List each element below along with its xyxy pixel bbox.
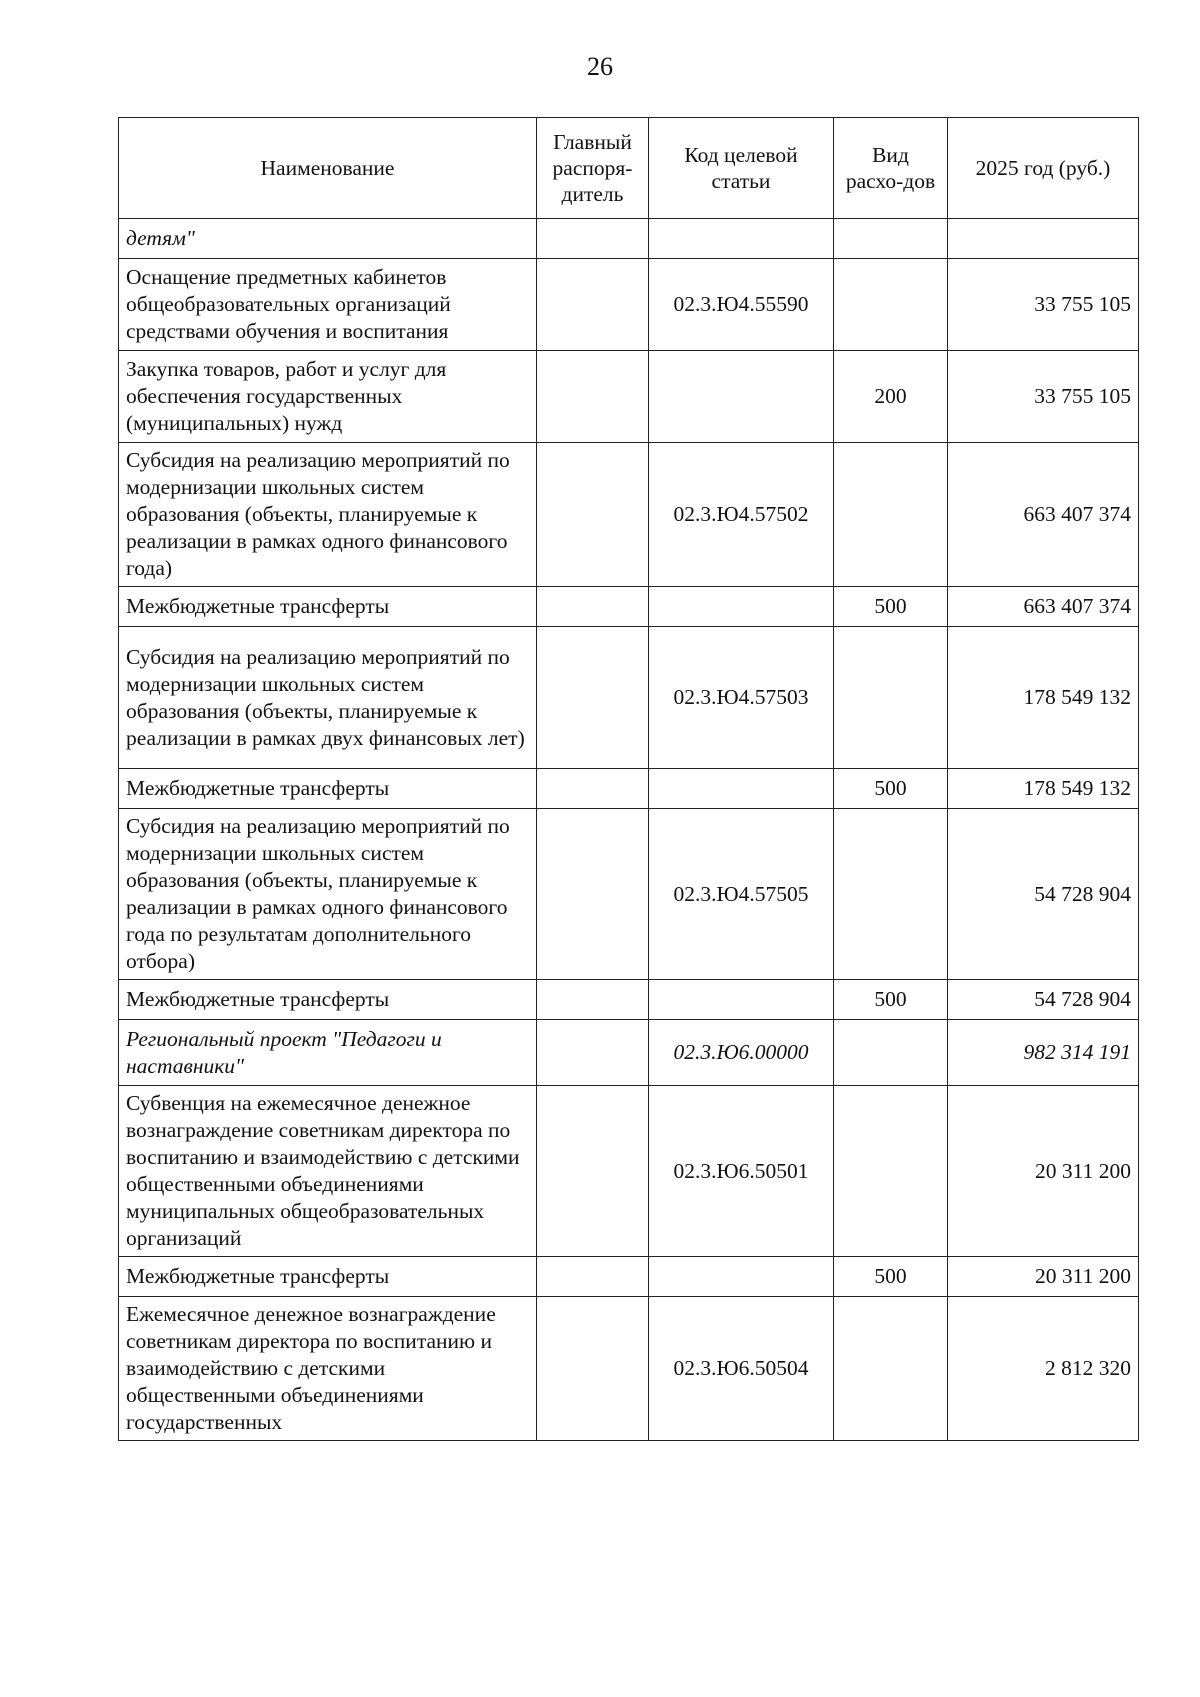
cell-main-manager: [537, 769, 649, 809]
table-header-row: [119, 118, 1139, 219]
header-target-code: Код целевой статьи: [649, 118, 834, 219]
table-row: [119, 1257, 1139, 1297]
cell-main-manager: [537, 1020, 649, 1086]
cell-expense-type: 500: [834, 769, 948, 809]
cell-target-code: [649, 769, 834, 809]
cell-amount: 54 728 904: [948, 809, 1139, 980]
cell-amount: 54 728 904: [948, 980, 1139, 1020]
table-row: [119, 1020, 1139, 1086]
header-main-manager: Главный распоря-дитель: [537, 118, 649, 219]
cell-expense-type: [834, 219, 948, 259]
cell-target-code: 02.3.Ю4.57502: [649, 443, 834, 587]
cell-amount: 33 755 105: [948, 351, 1139, 443]
header-amount: 2025 год (руб.): [948, 118, 1139, 219]
cell-target-code: 02.3.Ю4.55590: [649, 259, 834, 351]
cell-target-code: 02.3.Ю4.57505: [649, 809, 834, 980]
cell-main-manager: [537, 1086, 649, 1257]
table-row: [119, 1297, 1139, 1441]
cell-expense-type: [834, 1020, 948, 1086]
cell-main-manager: [537, 809, 649, 980]
cell-expense-type: [834, 809, 948, 980]
table-row: [119, 769, 1139, 809]
cell-main-manager: [537, 443, 649, 587]
cell-expense-type: 500: [834, 1257, 948, 1297]
cell-name: Субсидия на реализацию мероприятий по модернизации школьных систем образования (объекты, планируемые к реализации в рамках двух финансовых лет): [119, 627, 537, 769]
cell-amount: 663 407 374: [948, 443, 1139, 587]
cell-name: Межбюджетные трансферты: [119, 1257, 537, 1297]
cell-name: Закупка товаров, работ и услуг для обеспечения государственных (муниципальных) нужд: [119, 351, 537, 443]
cell-main-manager: [537, 587, 649, 627]
header-name: Наименование: [119, 118, 537, 219]
cell-target-code: 02.3.Ю6.50504: [649, 1297, 834, 1441]
cell-target-code: [649, 980, 834, 1020]
table-row: [119, 980, 1139, 1020]
cell-expense-type: 200: [834, 351, 948, 443]
cell-main-manager: [537, 1257, 649, 1297]
cell-main-manager: [537, 219, 649, 259]
cell-target-code: 02.3.Ю4.57503: [649, 627, 834, 769]
table-row: [119, 627, 1139, 769]
cell-main-manager: [537, 1297, 649, 1441]
cell-amount: 20 311 200: [948, 1086, 1139, 1257]
cell-amount: [948, 219, 1139, 259]
table-row: [119, 443, 1139, 587]
cell-expense-type: [834, 1086, 948, 1257]
cell-main-manager: [537, 351, 649, 443]
cell-expense-type: [834, 627, 948, 769]
cell-expense-type: 500: [834, 980, 948, 1020]
cell-amount: 20 311 200: [948, 1257, 1139, 1297]
cell-name: Региональный проект "Педагоги и наставники": [119, 1020, 537, 1086]
cell-target-code: [649, 1257, 834, 1297]
budget-table: [118, 117, 1139, 1441]
cell-expense-type: 500: [834, 587, 948, 627]
cell-name: детям": [119, 219, 537, 259]
cell-target-code: 02.3.Ю6.00000: [649, 1020, 834, 1086]
cell-main-manager: [537, 980, 649, 1020]
table-row: [119, 259, 1139, 351]
cell-name: Межбюджетные трансферты: [119, 980, 537, 1020]
table-row: [119, 1086, 1139, 1257]
cell-name: Субсидия на реализацию мероприятий по модернизации школьных систем образования (объекты, планируемые к реализации в рамках одного финансового года по результатам дополнительного отбора): [119, 809, 537, 980]
table-row: [119, 219, 1139, 259]
cell-target-code: [649, 351, 834, 443]
table-body: [119, 219, 1139, 1441]
cell-amount: 178 549 132: [948, 627, 1139, 769]
cell-amount: 33 755 105: [948, 259, 1139, 351]
cell-main-manager: [537, 627, 649, 769]
cell-expense-type: [834, 443, 948, 587]
cell-name: Оснащение предметных кабинетов общеобразовательных организаций средствами обучения и воспитания: [119, 259, 537, 351]
cell-expense-type: [834, 259, 948, 351]
header-expense-type: Вид расхо-дов: [834, 118, 948, 219]
cell-name: Субсидия на реализацию мероприятий по модернизации школьных систем образования (объекты, планируемые к реализации в рамках одного финансового года): [119, 443, 537, 587]
cell-name: Межбюджетные трансферты: [119, 769, 537, 809]
cell-amount: 178 549 132: [948, 769, 1139, 809]
cell-main-manager: [537, 259, 649, 351]
cell-amount: 2 812 320: [948, 1297, 1139, 1441]
cell-expense-type: [834, 1297, 948, 1441]
cell-name: Ежемесячное денежное вознаграждение советникам директора по воспитанию и взаимодействию с детскими общественными объединениями государственных: [119, 1297, 537, 1441]
cell-name: Межбюджетные трансферты: [119, 587, 537, 627]
cell-amount: 663 407 374: [948, 587, 1139, 627]
cell-name: Субвенция на ежемесячное денежное вознаграждение советникам директора по воспитанию и взаимодействию с детскими общественными объединениями муниципальных общеобразовательных организаций: [119, 1086, 537, 1257]
cell-target-code: [649, 219, 834, 259]
table-row: [119, 351, 1139, 443]
cell-target-code: 02.3.Ю6.50501: [649, 1086, 834, 1257]
cell-target-code: [649, 587, 834, 627]
cell-amount: 982 314 191: [948, 1020, 1139, 1086]
table-row: [119, 587, 1139, 627]
page-number: 26: [587, 52, 613, 81]
table-row: [119, 809, 1139, 980]
